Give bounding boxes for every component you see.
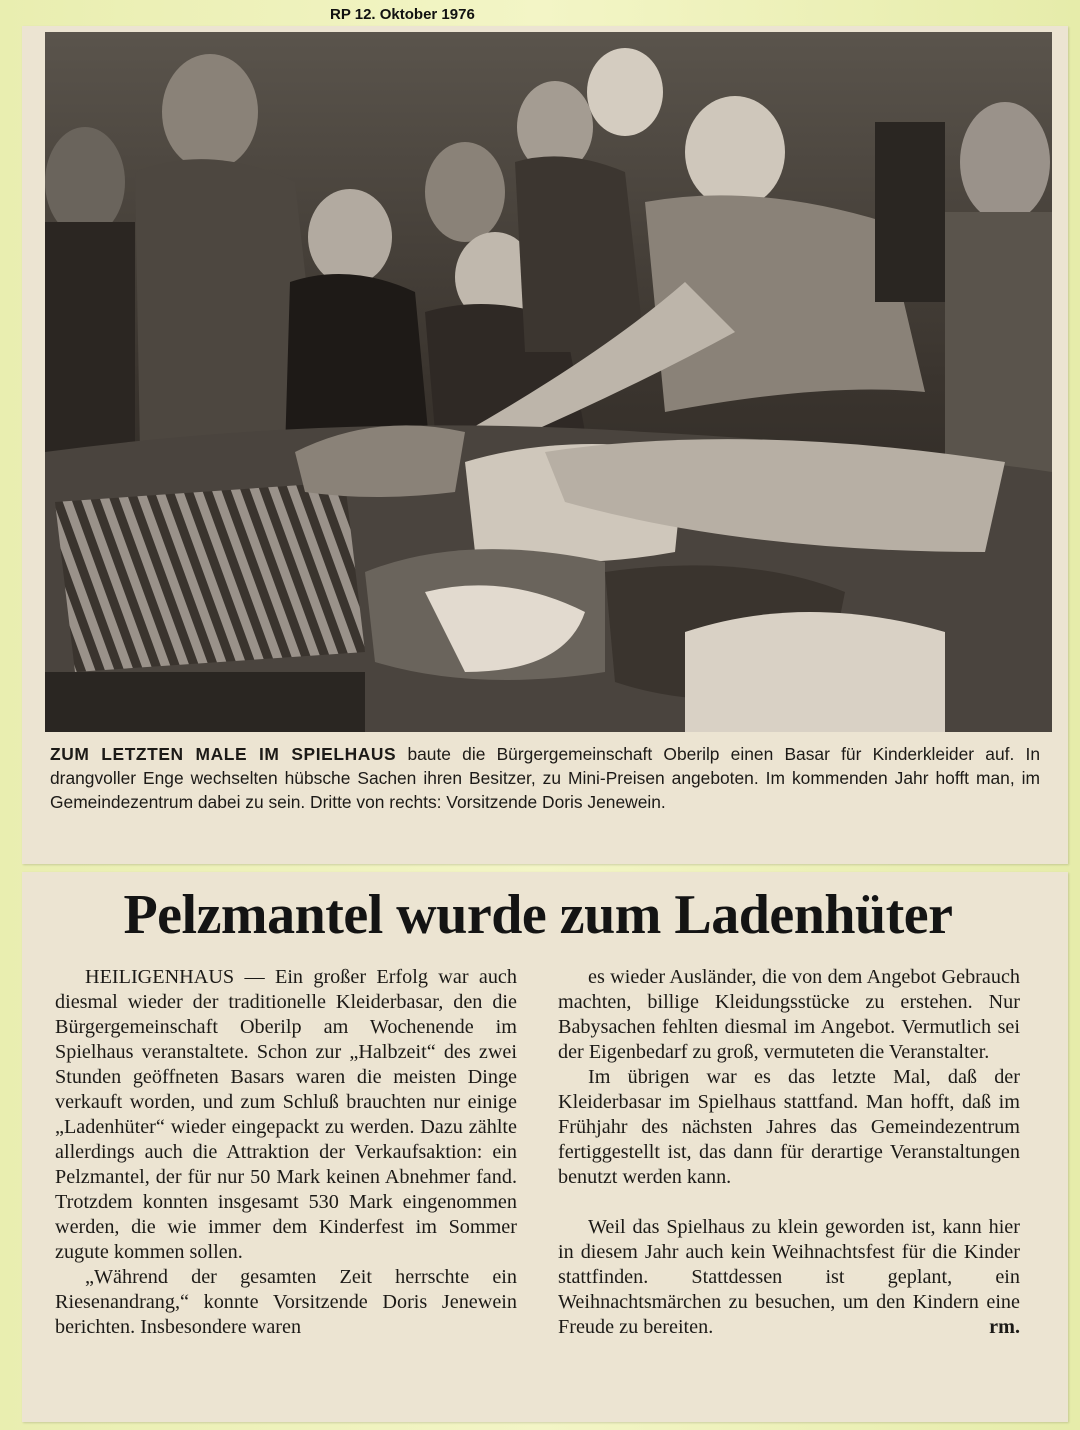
news-photo [45,32,1052,732]
article-column-left [55,965,517,1340]
paragraph: HEILIGENHAUS — Ein großer Erfolg war auch diesmal wieder der traditionelle Kleiderbasar, den die Bürgergemeinschaft Oberilp am Wochenende im Spielhaus veranstaltete. Schon zur „Halbzeit“ des zwei Stunden geöffneten Basars waren die meisten Dinge verkauft worden, und zum Schluß brauchten nur einige „Ladenhüter“ wieder eingepackt zu werden. Dazu zählte allerdings auch die Attraktion der Verkaufsaktion: ein Pelzmantel, der für nur 50 Mark keinen Abnehmer fand. Trotzdem konnten insgesamt 530 Mark eingenommen werden, die wie immer dem Kinderfest im Sommer zugute kommen sollen. [55,966,517,1263]
paragraph: Im übrigen war es das letzte Mal, daß der Kleiderbasar im Spielhaus stattfand. Man hofft, daß im Frühjahr des nächsten Jahres das Gemeindezentrum fertiggestellt ist, das dann für derartige Veranstaltungen benutzt werden kann. [558,1066,1020,1188]
paragraph: „Während der gesamten Zeit herrschte ein Riesenandrang,“ konnte Vorsitzende Doris Jenewein berichten. Insbesondere waren [55,1266,517,1338]
photo-caption [50,742,1040,814]
article-column-right [558,965,1020,1340]
caption-text: baute die Bürgergemeinschaft Oberilp einen Basar für Kinderkleider auf. In drangvoller Enge wechselten hübsche Sachen ihren Besitzer, zu Mini-Preisen angeboten. Im kommenden Jahr hofft man, im Gemeindezentrum dabei zu sein. Dritte von rechts: Vorsitzende Doris Jenewein. [50,744,1040,812]
author-signature: rm. [989,1316,1020,1338]
article-headline: Pelzmantel wurde zum Ladenhüter [123,884,953,946]
paragraph: es wieder Ausländer, die von dem Angebot Gebrauch machten, billige Kleidungsstücke zu erstehen. Nur Babysachen fehlten diesmal im Angebot. Vermutlich sei der Eigenbedarf zu groß, vermuteten die Veranstalter. [558,966,1020,1063]
caption-lead: ZUM LETZTEN MALE IM SPIELHAUS [50,744,397,764]
dateline: RP 12. Oktober 1976 [330,6,475,23]
photo-icon [45,32,1052,732]
paragraph: Weil das Spielhaus zu klein geworden ist, kann hier in diesem Jahr auch kein Weihnachtsfest für die Kinder stattfinden. Stattdessen ist geplant, ein Weihnachtsmärchen zu besuchen, um den Kindern eine Freude zu bereiten. [558,1216,1020,1338]
